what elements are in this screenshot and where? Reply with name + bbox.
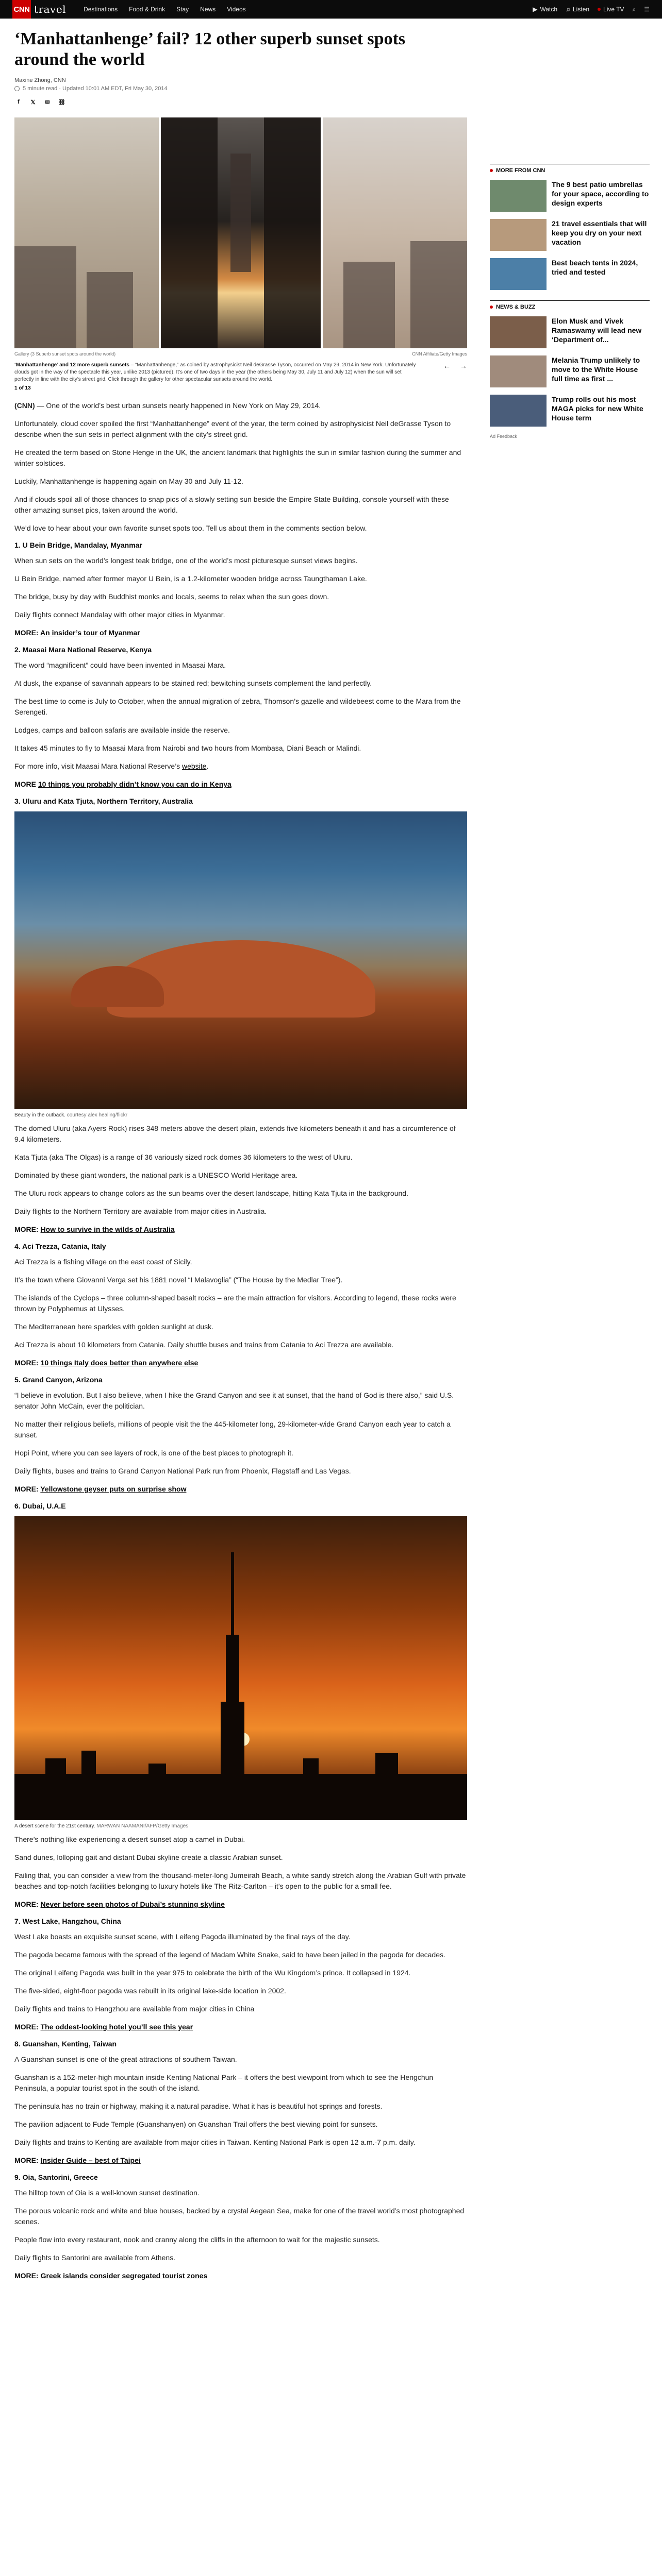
sidebar-news-story[interactable]: [490, 395, 650, 427]
timestamp: 5 minute read · Updated 10:01 AM EDT, Fri May 30, 2014: [23, 86, 168, 92]
live-tv-label: Live TV: [603, 6, 624, 13]
paragraph: Hopi Point, where you can see layers of rock, is one of the best places to photograph it.: [14, 1449, 293, 1457]
paragraph: The pagoda became famous with the spread of the legend of Madam White Snake, said to have been jailed in the pagoda for decades.: [14, 1951, 445, 1959]
hero-panel-left: [14, 117, 159, 348]
paragraph: Lodges, camps and balloon safaris are available inside the reserve.: [14, 726, 230, 734]
story-headline: Melania Trump unlikely to move to the White House full time as first ...: [552, 356, 640, 383]
cnn-dateline: (CNN): [14, 401, 35, 410]
more-link-row: MORE 10 things you probably didn’t know you can do in Kenya: [14, 780, 231, 788]
image-caption: Beauty in the outback. courtesy alex healing/flickr: [14, 1112, 128, 1118]
paragraph: The Mediterranean here sparkles with golden sunlight at dusk.: [14, 1323, 213, 1331]
paragraph: Aci Trezza is about 10 kilometers from Catania. Daily shuttle buses and trains from Catania to Aci Trezza are available.: [14, 1341, 394, 1349]
paragraph: The islands of the Cyclops – three column-shaped basalt rocks – are the main attraction for visitors. According to legend, these rocks were thrown by Polyphemus at Ulysses.: [14, 1294, 456, 1313]
facebook-icon[interactable]: f: [18, 99, 20, 105]
paragraph: U Bein Bridge, named after former mayor U Bein, is a 1.2-kilometer wooden bridge across Taungthaman Lake.: [14, 574, 367, 583]
paragraph: We’d love to hear about your own favorite sunset spots too. Tell us about them in the comments section below.: [14, 524, 367, 532]
section-heading-2: 2. Maasai Mara National Reserve, Kenya: [14, 646, 152, 654]
travel-wordmark[interactable]: travel: [34, 3, 67, 15]
more-link-row: MORE: Insider Guide – best of Taipei: [14, 2156, 141, 2164]
hero-caption-row: [14, 351, 467, 357]
sidebar-story[interactable]: [490, 219, 650, 251]
more-link[interactable]: Yellowstone geyser puts on surprise show: [40, 1485, 187, 1493]
story-headline: Trump rolls out his most MAGA picks for new White House term: [552, 395, 643, 422]
story-thumbnail: [490, 395, 547, 427]
dubai-photo: [14, 1516, 467, 1820]
section-heading-8: 8. Guanshan, Kenting, Taiwan: [14, 2040, 117, 2048]
gallery-title: ‘Manhattanhenge’ and 12 more superb sunsets: [14, 362, 129, 368]
paragraph: When sun sets on the world’s longest teak bridge, one of the world’s most picturesque sunset views begins.: [14, 556, 358, 565]
uluru-image-block: [14, 811, 467, 1118]
hero-panel-center: [161, 117, 321, 348]
paragraph: For more info, visit Maasai Mara National Reserve’s website.: [14, 762, 209, 770]
news-buzz-heading: NEWS & BUZZ: [490, 300, 650, 310]
more-link-row: MORE: Never before seen photos of Dubai’s stunning skyline: [14, 1900, 225, 1908]
header-actions: [533, 0, 650, 19]
paragraph: Daily flights, buses and trains to Grand Canyon National Park run from Phoenix, Flagstaff and Las Vegas.: [14, 1467, 351, 1475]
more-link[interactable]: Never before seen photos of Dubai’s stunning skyline: [40, 1900, 225, 1908]
paragraph: It takes 45 minutes to fly to Maasai Mara from Nairobi and two hours from Mombasa, Diani Beach or Malindi.: [14, 744, 361, 752]
sidebar-story[interactable]: [490, 258, 650, 290]
hero-gallery-image[interactable]: [14, 117, 467, 348]
paragraph: Daily flights and trains to Kenting are available from major cities in Taiwan. Kenting National Park is open 12 a.m.-7 p.m. daily.: [14, 2138, 416, 2146]
sidebar: [490, 164, 650, 439]
nav-destinations[interactable]: Destinations: [84, 6, 118, 13]
paragraph: Daily flights and trains to Hangzhou are available from major cities in China: [14, 2005, 255, 2013]
cnn-logo[interactable]: CNN: [12, 0, 31, 19]
hero-caption: Gallery (3 Superb sunset spots around the world): [14, 351, 116, 357]
gallery-arrows: [443, 362, 467, 391]
paragraph: He created the term based on Stone Henge in the UK, the ancient landmark that highlights the sun in similar fashion during the summer and winter solstices.: [14, 448, 461, 467]
paragraph: The five-sided, eight-floor pagoda was rebuilt in its original lake-side location in 2002.: [14, 1987, 286, 1995]
byline[interactable]: Maxine Zhong, CNN: [14, 77, 66, 83]
article-body: [14, 400, 467, 2281]
section-heading-9: 9. Oia, Santorini, Greece: [14, 2173, 98, 2181]
paragraph: The original Leifeng Pagoda was built in the year 975 to celebrate the birth of the Wu Kingdom’s prince. It collapsed in 1924.: [14, 1969, 411, 1977]
paragraph: The peninsula has no train or highway, making it a natural paradise. What it has is beautiful hot springs and forests.: [14, 2102, 383, 2110]
sidebar-news-story[interactable]: [490, 355, 650, 387]
menu-icon[interactable]: ☰: [644, 6, 650, 13]
listen-link[interactable]: [566, 6, 589, 13]
link-icon[interactable]: ⛓: [58, 99, 65, 106]
more-link-row: MORE: How to survive in the wilds of Australia: [14, 1225, 175, 1233]
paragraph: Luckily, Manhattanhenge is happening again on May 30 and July 11-12.: [14, 477, 243, 485]
share-bar: [14, 98, 467, 106]
paragraph: Guanshan is a 152-meter-high mountain inside Kenting National Park – it offers the best viewpoint from which to see the Hengchun Peninsula, a popular tourist spot in the south of the island.: [14, 2073, 434, 2092]
listen-label: Listen: [573, 6, 590, 13]
more-link-row: MORE: 10 things Italy does better than anywhere else: [14, 1359, 198, 1367]
hero-credit: CNN Affiliate/Getty Images: [412, 351, 467, 357]
paragraph: It’s the town where Giovanni Verga set his 1881 novel “I Malavoglia” (“The House by the Medlar Tree”).: [14, 1276, 343, 1284]
more-link-row: MORE: An insider’s tour of Myanmar: [14, 629, 140, 637]
more-from-cnn-heading: MORE FROM CNN: [490, 164, 650, 174]
more-link[interactable]: How to survive in the wilds of Australia: [40, 1225, 175, 1233]
more-link[interactable]: An insider’s tour of Myanmar: [40, 629, 140, 637]
clock-icon: [14, 86, 20, 91]
section-heading-1: 1. U Bein Bridge, Mandalay, Myanmar: [14, 541, 142, 549]
dubai-image-block: [14, 1516, 467, 1829]
paragraph: A Guanshan sunset is one of the great attractions of southern Taiwan.: [14, 2055, 237, 2063]
article-meta: [14, 86, 467, 92]
story-thumbnail: [490, 258, 547, 290]
nav-food-drink[interactable]: Food & Drink: [129, 6, 166, 13]
paragraph: Daily flights to Santorini are available from Athens.: [14, 2253, 176, 2262]
more-link[interactable]: 10 things you probably didn’t know you can do in Kenya: [38, 780, 231, 788]
section-heading-5: 5. Grand Canyon, Arizona: [14, 1376, 103, 1384]
bullet-icon: [490, 169, 493, 172]
headphones-icon: ♫: [566, 6, 570, 13]
paragraph: The bridge, busy by day with Buddhist monks and locals, seems to relax when the sun goes down.: [14, 592, 329, 601]
story-thumbnail: [490, 180, 547, 212]
uluru-photo: [14, 811, 467, 1109]
story-headline: Elon Musk and Vivek Ramaswamy will lead new ‘Department of...: [552, 317, 642, 344]
paragraph: Dominated by these giant wonders, the national park is a UNESCO World Heritage area.: [14, 1171, 298, 1179]
story-headline: 21 travel essentials that will keep you dry on your next vacation: [552, 219, 647, 246]
paragraph: The Uluru rock appears to change colors as the sun beams over the desert landscape, hitting Kata Tjuta in the background.: [14, 1189, 408, 1197]
nav-stay[interactable]: Stay: [176, 6, 189, 13]
more-link[interactable]: Insider Guide – best of Taipei: [40, 2156, 141, 2164]
website-link[interactable]: website: [181, 762, 207, 770]
gallery-description: [14, 362, 417, 383]
more-link[interactable]: The oddest-looking hotel you’ll see this year: [40, 2023, 193, 2031]
image-credit: courtesy alex healing/flickr: [67, 1112, 128, 1118]
section-heading-3: 3. Uluru and Kata Tjuta, Northern Territory, Australia: [14, 797, 193, 805]
story-thumbnail: [490, 316, 547, 348]
play-icon: ▶: [533, 6, 538, 13]
section-heading-7: 7. West Lake, Hangzhou, China: [14, 1917, 121, 1925]
more-link-row: MORE: The oddest-looking hotel you’ll see this year: [14, 2023, 193, 2031]
story-headline: The 9 best patio umbrellas for your space, according to design experts: [552, 180, 649, 207]
paragraph: No matter their religious beliefs, millions of people visit the the 445-kilometer long, 29-kilometer-wide Grand Canyon each year to catch a sunset.: [14, 1420, 451, 1439]
watch-link[interactable]: [533, 6, 557, 13]
watch-label: Watch: [540, 6, 557, 13]
more-link[interactable]: 10 things Italy does better than anywhere else: [40, 1359, 198, 1367]
arrow-right-icon[interactable]: →: [460, 362, 467, 370]
image-caption: A desert scene for the 21st century. MARWAN NAAMANI/AFP/Getty Images: [14, 1823, 189, 1829]
nav-news[interactable]: News: [200, 6, 216, 13]
paragraph: And if clouds spoil all of those chances to snap pics of a slowly setting sun beside the Empire State Building, console yourself with these other amazing sunset pics, taken around the world.: [14, 495, 449, 514]
paragraph: West Lake boasts an exquisite sunset scene, with Leifeng Pagoda illuminated by the final rays of the day.: [14, 1933, 351, 1941]
paragraph: Sand dunes, lolloping gait and distant Dubai skyline create a classic Arabian sunset.: [14, 1853, 283, 1861]
paragraph: The best time to come is July to October, when the annual migration of zebra, Thomson’s gazelle and wildebeest come to the Mara from the Serengeti.: [14, 697, 461, 716]
ad-feedback-link[interactable]: Ad Feedback: [490, 434, 518, 439]
more-link[interactable]: Greek islands consider segregated tourist zones: [40, 2272, 208, 2280]
more-link-row: MORE: Yellowstone geyser puts on surprise show: [14, 1485, 187, 1493]
story-thumbnail: [490, 355, 547, 387]
arrow-left-icon[interactable]: ←: [443, 362, 451, 370]
paragraph: Daily flights connect Mandalay with other major cities in Myanmar.: [14, 611, 225, 619]
site-header: [0, 0, 662, 19]
image-credit: MARWAN NAAMANI/AFP/Getty Images: [96, 1823, 189, 1829]
story-headline: Best beach tents in 2024, tried and tested: [552, 259, 638, 276]
section-heading-6: 6. Dubai, U.A.E: [14, 1502, 66, 1510]
paragraph: The pavilion adjacent to Fude Temple (Guanshanyen) on Guanshan Trail offers the best viewing point for sunsets.: [14, 2120, 378, 2128]
paragraph: The domed Uluru (aka Ayers Rock) rises 348 meters above the desert plain, extends five kilometers beneath it and has a circumference of 9.4 kilometers.: [14, 1124, 456, 1143]
sidebar-story[interactable]: [490, 180, 650, 212]
more-link-row: MORE: Greek islands consider segregated tourist zones: [14, 2272, 208, 2280]
section-heading-4: 4. Aci Trezza, Catania, Italy: [14, 1242, 106, 1250]
paragraph: Daily flights to the Northern Territory are available from major cities in Australia.: [14, 1207, 267, 1215]
paragraph: The hilltop town of Oia is a well-known sunset destination.: [14, 2189, 200, 2197]
paragraph: The word “magnificent” could have been invented in Maasai Mara.: [14, 661, 226, 669]
article: [14, 29, 467, 2289]
article-title: ‘Manhattanhenge’ fail? 12 other superb sunset spots around the world: [14, 29, 406, 69]
live-dot-icon: [598, 8, 601, 11]
x-icon[interactable]: 𝕏: [30, 99, 36, 106]
paragraph: Aci Trezza is a fishing village on the east coast of Sicily.: [14, 1258, 192, 1266]
paragraph: (CNN) — One of the world’s best urban sunsets nearly happened in New York on May 29, 2014.: [14, 401, 321, 410]
paragraph: Unfortunately, cloud cover spoiled the first “Manhattanhenge” event of the year, the term coined by astrophysicist Neil deGrasse Tyson to describe when the sun sets in perfect alignment with the city’s street grid.: [14, 419, 451, 438]
live-tv-link[interactable]: [598, 6, 624, 13]
bullet-icon: [490, 306, 493, 309]
story-thumbnail: [490, 219, 547, 251]
paragraph: “I believe in evolution. But I also believe, when I hike the Grand Canyon and see it at sunset, that the hand of God is there also,” said U.S. senator John McCain, ever the politician.: [14, 1391, 454, 1410]
paragraph: At dusk, the expanse of savannah appears to be stained red; bewitching sunsets complement the land perfectly.: [14, 679, 372, 687]
paragraph: There’s nothing like experiencing a desert sunset atop a camel in Dubai.: [14, 1835, 245, 1843]
hero-panel-right: [323, 117, 467, 348]
search-icon[interactable]: ⌕: [632, 5, 636, 13]
gallery-text: – “Manhattanhenge,” as coined by astrophysicist Neil deGrasse Tyson, occurred on May 29, 2014 in New York. Unfortunately clouds got in the way of the spectacle this year, unlike 2013 (pictured). It’s one of two days in the year (the others being May 30, July 11 and July 12) when the sun will set perfectly in line with the city’s street grid. Click through the gallery for other spectacular sunsets around the world.: [14, 362, 416, 382]
paragraph: People flow into every restaurant, nook and cranny along the cliffs in the afternoon to wait for the majestic sunsets.: [14, 2235, 380, 2244]
email-icon[interactable]: ✉: [45, 99, 50, 106]
gallery-counter: 1 of 13: [14, 385, 31, 391]
main-nav: [84, 6, 246, 13]
paragraph: Failing that, you can consider a view from the thousand-meter-long Jumeirah Beach, a white sandy stretch along the Arabian Gulf with private beaches and top-notch facilities belonging to luxury hotels like The Ritz-Carlton – it’s open to the public for a small fee.: [14, 1871, 466, 1890]
sidebar-news-story[interactable]: [490, 316, 650, 348]
paragraph: The porous volcanic rock and white and blue houses, backed by a crystal Aegean Sea, make for one of the travel world’s most photographed scenes.: [14, 2207, 465, 2226]
paragraph: Kata Tjuta (aka The Olgas) is a range of 36 variously sized rock domes 36 kilometers to the west of Uluru.: [14, 1153, 353, 1161]
nav-videos[interactable]: Videos: [227, 6, 246, 13]
gallery-caption-box: [14, 362, 467, 391]
